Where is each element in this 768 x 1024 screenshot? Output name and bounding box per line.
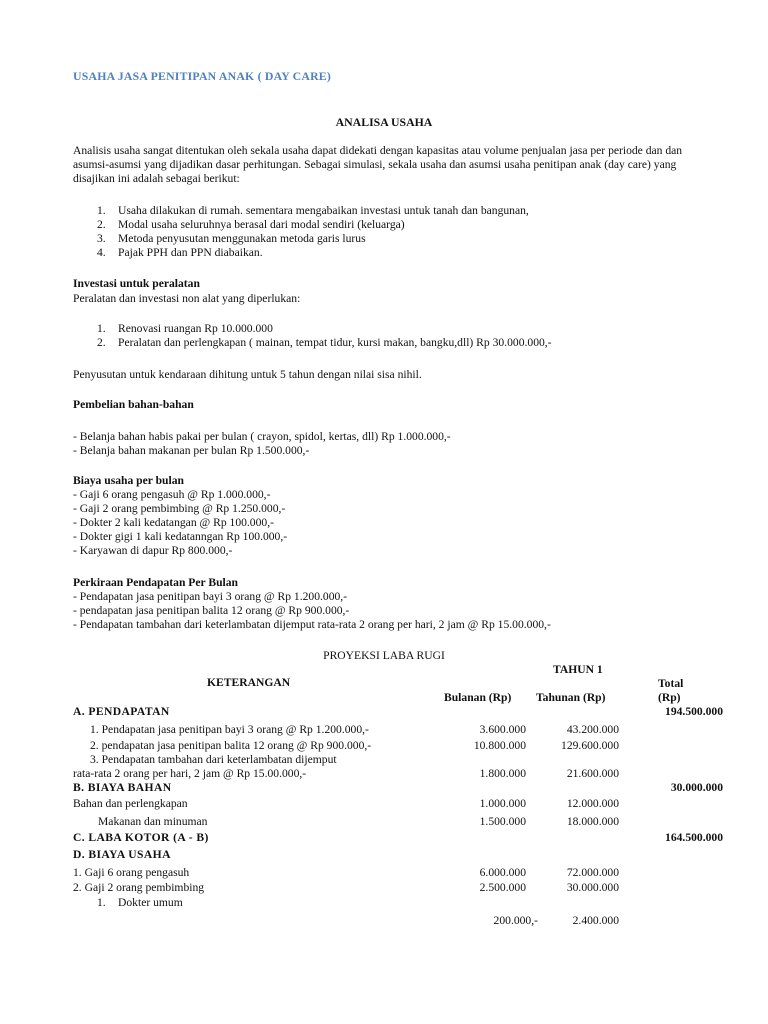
row-a2-bulanan: 10.800.000	[473, 739, 526, 752]
assumptions-list	[73, 204, 529, 260]
row-d2-bulanan: 2.500.000	[479, 881, 526, 894]
bulanan-header: Bulanan (Rp)	[444, 691, 512, 704]
row-b2-label: Makanan dan minuman	[98, 815, 208, 828]
row-d2-label: 2. Gaji 2 orang pembimbing	[73, 881, 205, 894]
row-a3-label-line2: rata-rata 2 orang per hari, 2 jam @ Rp 15.00.000,-	[73, 767, 307, 780]
list-item: - Pendapatan jasa penitipan bayi 3 orang @ Rp 1.200.000,-	[73, 590, 348, 603]
section-b-label: B. BIAYA BAHAN	[73, 781, 172, 794]
list-item-text: Metoda penyusutan menggunakan metoda garis lurus	[118, 232, 366, 245]
tahun-header: TAHUN 1	[553, 663, 603, 676]
list-item-text: Pajak PPH dan PPN diabaikan.	[118, 246, 263, 259]
row-d1-tahunan: 72.000.000	[566, 866, 619, 879]
list-item: - Gaji 2 orang pembimbing @ Rp 1.250.000,-	[73, 502, 286, 515]
section-d-label: D. BIAYA USAHA	[73, 848, 171, 861]
list-number: 1.	[97, 322, 106, 335]
section-heading-pendapatan: Perkiraan Pendapatan Per Bulan	[73, 576, 239, 589]
row-d3-label: Dokter umum	[118, 896, 183, 909]
list-number: 1.	[97, 204, 106, 217]
list-item: - Pendapatan tambahan dari keterlambatan dijemput rata-rata 2 orang per hari, 2 jam @ Rp 15.00.000,-	[73, 618, 551, 631]
row-a1-tahunan: 43.200.000	[566, 723, 619, 736]
section-a-label: A. PENDAPATAN	[73, 705, 170, 718]
row-b1-tahunan: 12.000.000	[566, 797, 619, 810]
list-item	[73, 218, 529, 232]
row-a3-tahunan: 21.600.000	[566, 767, 619, 780]
row-b1-bulanan: 1.000.000	[479, 797, 526, 810]
total-header: Total	[658, 677, 684, 690]
row-d3-bulanan: 200.000,-	[493, 914, 538, 927]
list-item	[73, 322, 552, 336]
list-item: - Gaji 6 orang pengasuh @ Rp 1.000.000,-	[73, 488, 271, 501]
investasi-list	[73, 322, 552, 350]
row-a3-bulanan: 1.800.000	[479, 767, 526, 780]
penyusutan-text: Penyusutan untuk kendaraan dihitung untuk 5 tahun dengan nilai sisa nihil.	[73, 368, 422, 381]
list-item: - Dokter gigi 1 kali kedatanngan Rp 100.000,-	[73, 530, 288, 543]
section-heading-investasi: Investasi untuk peralatan	[73, 277, 200, 290]
list-item	[73, 246, 529, 260]
row-a1-label: 1. Pendapatan jasa penitipan bayi 3 orang @ Rp 1.200.000,-	[90, 723, 369, 736]
row-a2-label: 2. pendapatan jasa penitipan balita 12 orang @ Rp 900.000,-	[90, 739, 372, 752]
list-item: - Karyawan di dapur Rp 800.000,-	[73, 544, 233, 557]
total-unit-header: (Rp)	[658, 691, 681, 704]
list-item: - pendapatan jasa penitipan balita 12 orang @ Rp 900.000,-	[73, 604, 350, 617]
list-item: - Belanja bahan habis pakai per bulan ( crayon, spidol, kertas, dll) Rp 1.000.000,-	[73, 430, 451, 443]
list-item: - Dokter 2 kali kedatangan @ Rp 100.000,-	[73, 516, 274, 529]
row-a1-bulanan: 3.600.000	[479, 723, 526, 736]
biaya-list	[73, 488, 287, 558]
list-item-text: Peralatan dan perlengkapan ( mainan, tempat tidur, kursi makan, bangku,dll) Rp 30.000.000,-	[118, 336, 552, 349]
list-item-text: Modal usaha seluruhnya berasal dari modal sendiri (keluarga)	[118, 218, 405, 231]
section-c-total: 164.500.000	[665, 831, 723, 844]
investasi-subtext: Peralatan dan investasi non alat yang diperlukan:	[73, 292, 301, 305]
document-title: USAHA JASA PENITIPAN ANAK ( DAY CARE)	[73, 69, 332, 83]
row-d1-bulanan: 6.000.000	[479, 866, 526, 879]
section-a-total: 194.500.000	[665, 705, 723, 718]
list-item-text: Renovasi ruangan Rp 10.000.000	[118, 322, 273, 335]
pembelian-list	[73, 430, 451, 458]
proyeksi-title: PROYEKSI LABA RUGI	[323, 649, 445, 662]
row-a2-tahunan: 129.600.000	[561, 739, 619, 752]
list-item: - Belanja bahan makanan per bulan Rp 1.500.000,-	[73, 444, 310, 457]
list-number: 4.	[97, 246, 106, 259]
row-d3-tahunan: 2.400.000	[572, 914, 619, 927]
row-d3-number: 1.	[97, 896, 106, 909]
section-heading-analisa: ANALISA USAHA	[335, 115, 433, 129]
intro-paragraph: Analisis usaha sangat ditentukan oleh sekala usaha dapat didekati dengan kapasitas atau volume penjualan jasa per periode dan dan asumsi-asumsi yang dijadikan dasar perhitungan. Sebagai simulasi, sekala usaha dan asumsi usaha penitipan anak (day care) yang disajikan ini adalah sebagai berikut:	[73, 144, 683, 185]
row-a3-label-line1: 3. Pendapatan tambahan dari keterlambatan dijemput	[90, 753, 337, 766]
row-d1-label: 1. Gaji 6 orang pengasuh	[73, 866, 190, 879]
row-b2-bulanan: 1.500.000	[479, 815, 526, 828]
list-number: 2.	[97, 336, 106, 349]
tahunan-header: Tahunan (Rp)	[536, 691, 606, 704]
list-item	[73, 232, 529, 246]
pendapatan-list	[73, 590, 551, 632]
keterangan-header: KETERANGAN	[207, 676, 291, 689]
list-number: 2.	[97, 218, 106, 231]
section-c-label: C. LABA KOTOR (A - B)	[73, 831, 209, 844]
section-heading-pembelian: Pembelian bahan-bahan	[73, 398, 194, 411]
section-heading-biaya: Biaya usaha per bulan	[73, 474, 184, 487]
row-b2-tahunan: 18.000.000	[566, 815, 619, 828]
list-number: 3.	[97, 232, 106, 245]
list-item	[73, 204, 529, 218]
list-item	[73, 336, 552, 350]
row-d2-tahunan: 30.000.000	[566, 881, 619, 894]
section-b-total: 30.000.000	[670, 781, 723, 794]
row-b1-label: Bahan dan perlengkapan	[73, 797, 188, 810]
list-item-text: Usaha dilakukan di rumah. sementara mengabaikan investasi untuk tanah dan bangunan,	[118, 204, 529, 217]
